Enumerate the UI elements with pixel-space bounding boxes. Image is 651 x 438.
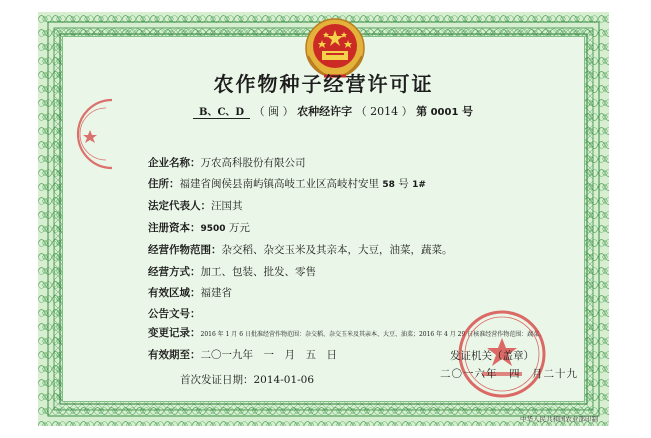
company-label: 企业名称： (148, 157, 201, 169)
permit-prefix: B、C、D (193, 103, 250, 119)
address-row (148, 176, 426, 191)
company-row (148, 155, 306, 170)
notice-row (148, 306, 201, 321)
address-number-2: 1# (412, 180, 426, 190)
permit-year: （ 2014 ） (355, 105, 413, 118)
valid-value: 二〇一九年 一 月 五 日 (200, 349, 337, 361)
legal-value: 汪国其 (211, 200, 243, 212)
region-value: 福建省 (200, 287, 232, 299)
valid-row (148, 347, 337, 362)
permit-seq-suffix: 号 (461, 105, 473, 118)
issuer-date: 二〇一六年 四 月二十九 (440, 368, 578, 380)
capital-unit: 万元 (228, 222, 250, 234)
address-value: 福建省闽侯县南屿镇高岐工业区高岐村安里 (179, 178, 379, 190)
permit-type: 农种经许字 (297, 105, 353, 118)
permit-province: （ 闽 ） (253, 105, 294, 118)
issue-label: 首次发证日期： (180, 374, 254, 386)
address-suffix: 号 (398, 178, 409, 190)
certificate (38, 12, 609, 426)
legal-row (148, 198, 243, 213)
permit-seq: 0001 (430, 107, 459, 118)
capital-row (148, 220, 250, 235)
change-label: 变更记录： (148, 327, 201, 339)
mode-row (148, 264, 316, 279)
printer-imprint: 中华人民共和国农业部印制 (520, 415, 598, 423)
first-issue-date (180, 372, 314, 387)
capital-value: 9500 (200, 224, 226, 234)
company-value: 万农高科股份有限公司 (200, 157, 306, 169)
legal-label: 法定代表人： (148, 200, 211, 212)
notice-label: 公告文号： (148, 308, 201, 320)
issuer-label: 发证机关（盖章） (450, 350, 534, 362)
mode-value: 加工、包装、批发、零售 (200, 266, 316, 278)
mode-label: 经营方式： (148, 266, 201, 278)
side-seal-icon (54, 94, 114, 172)
address-label: 住所： (148, 178, 180, 190)
issue-date-value: 2014-01-06 (253, 374, 315, 386)
permit-number-line (193, 103, 473, 119)
region-row (148, 285, 232, 300)
change-value: 2016 年 1 月 6 日批准经营作物范围：杂交稻、杂交玉米及其亲本、大豆、油菜；2016 年 4 月 29 日核准经营作物范围：蔬菜。 (200, 331, 546, 338)
address-number: 58 (382, 180, 395, 190)
region-label: 有效区域： (148, 287, 201, 299)
certificate-title: 农作物种子经营许可证 (213, 72, 434, 96)
valid-label: 有效期至： (148, 349, 201, 361)
crops-value: 杂交稻、杂交玉米及其亲本，大豆，油菜，蔬菜。 (221, 244, 453, 256)
crops-row (148, 242, 453, 257)
capital-label: 注册资本： (148, 222, 201, 234)
permit-seq-label: 第 (416, 105, 428, 118)
crops-label: 经营作物范围： (148, 244, 222, 256)
